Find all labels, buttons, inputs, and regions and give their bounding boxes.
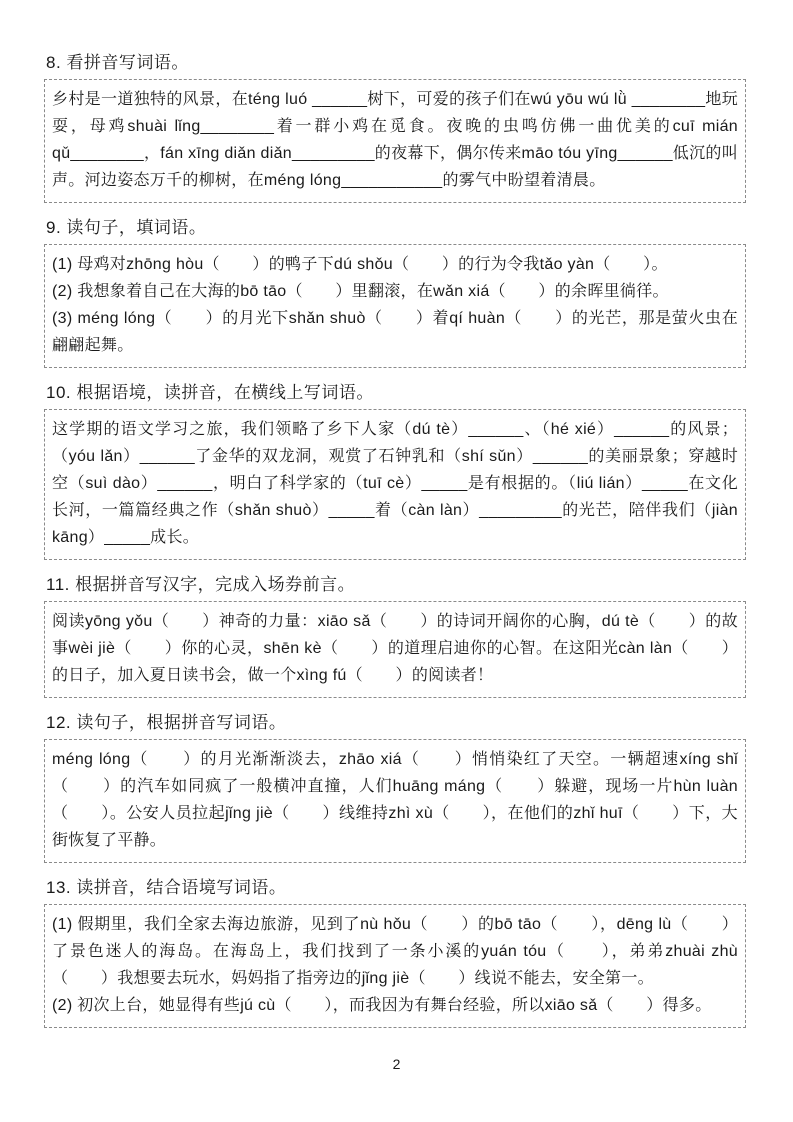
- question-13-item-1: (1) 假期里，我们全家去海边旅游，见到了nù hǒu（ ）的bō tāo（ ），dēng lù（ ）了景色迷人的海岛。在海岛上，我们找到了一条小溪的yuán tóu（ ），弟弟zhuài zhù（ ）我想要去玩水，妈妈指了指旁边的jǐng jiè（ ）线说不能去，安全第一。: [52, 916, 738, 987]
- question-9-heading: 9. 读句子，填词语。: [46, 218, 207, 237]
- question-12-text: méng lóng（ ）的月光渐渐淡去，zhāo xiá（ ）悄悄染红了天空。一辆超速xíng shǐ（ ）的汽车如同疯了一般横冲直撞，人们huāng máng（ ）躲避，现场一片hùn luàn（ ）。公安人员拉起jǐng jiè（ ）线维持zhì xù（ ），在他们的zhǐ huī（ ）下，大街恢复了平静。: [52, 751, 738, 849]
- question-10-text: 这学期的语文学习之旅，我们领略了乡下人家（dú tè）______、（hé xié）______的风景；（yóu lǎn）______了金华的双龙洞，观赏了石钟乳和（shí sǔn）______的美丽景象；穿越时空（suì dào）______，明白了科学家的（tuī cè）_____是有根据的。（liú lián）_____在文化长河，一篇篇经典之作（shǎn shuò）_____着（càn làn）_________的光芒，陪伴我们（jiàn kāng）_____成长。: [52, 421, 738, 546]
- question-12-box: [44, 739, 746, 863]
- question-11-box: [44, 601, 746, 698]
- question-12-heading: 12. 读句子，根据拼音写词语。: [46, 713, 287, 732]
- question-10-box: [44, 409, 746, 560]
- question-13-box: [44, 904, 746, 1028]
- question-9-item-2: (2) 我想象着自己在大海的bō tāo（ ）里翻滚，在wǎn xiá（ ）的余晖里徜徉。: [52, 283, 669, 300]
- question-11-heading: 11. 根据拼音写汉字，完成入场券前言。: [46, 575, 356, 594]
- question-12: [44, 708, 746, 863]
- question-11-text: 阅读yōng yǒu（ ）神奇的力量：xiāo sǎ（ ）的诗词开阔你的心胸，dú tè（ ）的故事wèi jiè（ ）你的心灵，shēn kè（ ）的道理启迪你的心智。在这阳光càn làn（ ）的日子，加入夏日读书会，做一个xìng fú（ ）的阅读者！: [52, 613, 738, 684]
- question-10-heading: 10. 根据语境，读拼音，在横线上写词语。: [46, 383, 374, 402]
- page-footer: [0, 1056, 793, 1074]
- question-9: [44, 213, 746, 368]
- question-13-item-2: (2) 初次上台，她显得有些jú cù（ ），而我因为有舞台经验，所以xiāo sǎ（ ）得多。: [52, 997, 712, 1014]
- question-10: [44, 378, 746, 560]
- question-13: [44, 873, 746, 1028]
- question-9-box: [44, 244, 746, 368]
- question-8-heading: 8. 看拼音写词语。: [46, 53, 189, 72]
- question-11: [44, 570, 746, 698]
- page-number: 2: [392, 1056, 401, 1072]
- question-8-text: 乡村是一道独特的风景，在téng luó ______树下，可爱的孩子们在wú yōu wú lǜ ________地玩耍，母鸡shuài lǐng________着一群小鸡在觅食。夜晚的虫鸣仿佛一曲优美的cuī mián qǔ________，fán xīng diǎn diǎn_________的夜幕下，偶尔传来māo tóu yīng______低沉的叫声。河边姿态万千的柳树，在méng lóng___________的雾气中盼望着清晨。: [52, 91, 738, 189]
- question-9-item-3: (3) méng lóng（ ）的月光下shǎn shuò（ ）着qí huàn（ ）的光芒，那是萤火虫在翩翩起舞。: [52, 310, 738, 354]
- question-13-heading: 13. 读拼音，结合语境写词语。: [46, 878, 287, 897]
- question-8: [44, 48, 746, 203]
- question-8-box: [44, 79, 746, 203]
- question-9-item-1: (1) 母鸡对zhōng hòu（ ）的鸭子下dú shǒu（ ）的行为令我tǎo yàn（ ）。: [52, 256, 668, 273]
